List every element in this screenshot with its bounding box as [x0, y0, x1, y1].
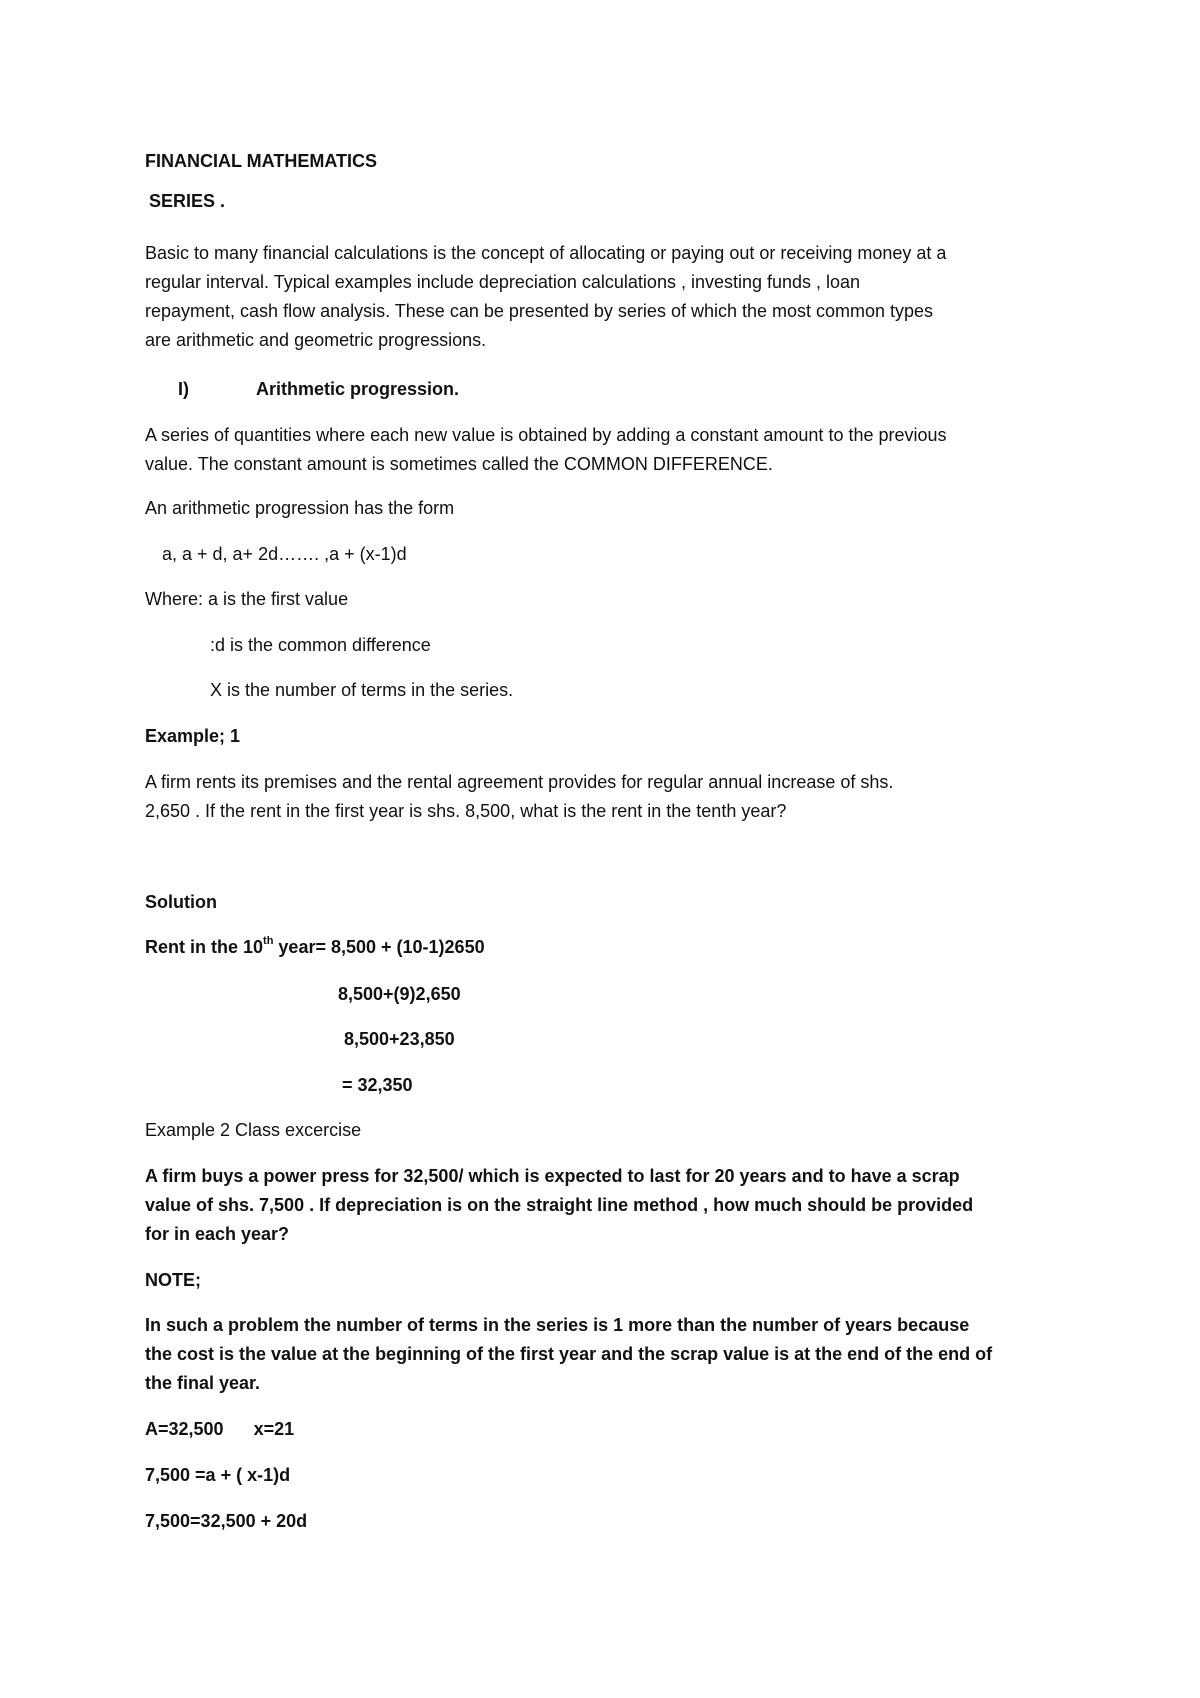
note-line: In such a problem the number of terms in the series is 1 more than the number of years because — [145, 1315, 970, 1335]
solution-step: 8,500+(9)2,650 — [338, 984, 461, 1004]
example2-line: value of shs. 7,500 . If depreciation is on the straight line method , how much should be provided — [145, 1195, 974, 1215]
example1-heading: Example; 1 — [145, 726, 241, 746]
note-heading: NOTE; — [145, 1270, 201, 1290]
intro-line: regular interval. Typical examples include depreciation calculations , investing funds , loan — [145, 272, 861, 292]
where-line: Where: a is the first value — [145, 589, 349, 609]
section-title: Arithmetic progression. — [256, 379, 460, 399]
progression-form: a, a + d, a+ 2d……. ,a + (x-1)d — [162, 544, 407, 564]
intro-line: Basic to many financial calculations is the concept of allocating or paying out or receiving money at a — [145, 243, 947, 263]
section-number: I) — [178, 379, 189, 399]
solution-heading: Solution — [145, 892, 217, 912]
working-line: 7,500=32,500 + 20d — [145, 1511, 308, 1531]
example1-line: 2,650 . If the rent in the first year is shs. 8,500, what is the rent in the tenth year? — [145, 801, 787, 821]
example2-line: for in each year? — [145, 1224, 290, 1244]
definition-line: value. The constant amount is sometimes called the COMMON DIFFERENCE. — [145, 454, 773, 474]
example1-line: A firm rents its premises and the rental agreement provides for regular annual increase of shs. — [145, 772, 894, 792]
document-title: FINANCIAL MATHEMATICS — [145, 151, 377, 171]
section-subtitle: SERIES . — [149, 191, 226, 211]
intro-line: are arithmetic and geometric progressions. — [145, 330, 487, 350]
form-intro: An arithmetic progression has the form — [145, 498, 455, 518]
note-line: the final year. — [145, 1373, 261, 1393]
solution-rent-prefix: Rent in the 10 — [145, 937, 264, 957]
solution-line — [145, 936, 485, 958]
example2-heading: Example 2 Class excercise — [145, 1120, 362, 1140]
working-line: 7,500 =a + ( x-1)d — [145, 1465, 291, 1485]
solution-step: 8,500+23,850 — [344, 1029, 455, 1049]
where-line: X is the number of terms in the series. — [210, 680, 514, 700]
intro-line: repayment, cash flow analysis. These can be presented by series of which the most common types — [145, 301, 934, 321]
working-line: A=32,500 x=21 — [145, 1419, 295, 1439]
solution-result: = 32,350 — [342, 1075, 413, 1095]
note-line: the cost is the value at the beginning of the first year and the scrap value is at the end of the end of — [145, 1344, 993, 1364]
example2-line: A firm buys a power press for 32,500/ which is expected to last for 20 years and to have a scrap — [145, 1166, 960, 1186]
solution-rent-suffix: year= 8,500 + (10-1)2650 — [273, 937, 485, 957]
where-line: :d is the common difference — [210, 635, 431, 655]
definition-line: A series of quantities where each new value is obtained by adding a constant amount to the previous — [145, 425, 947, 445]
solution-rent-sup: th — [263, 935, 274, 947]
